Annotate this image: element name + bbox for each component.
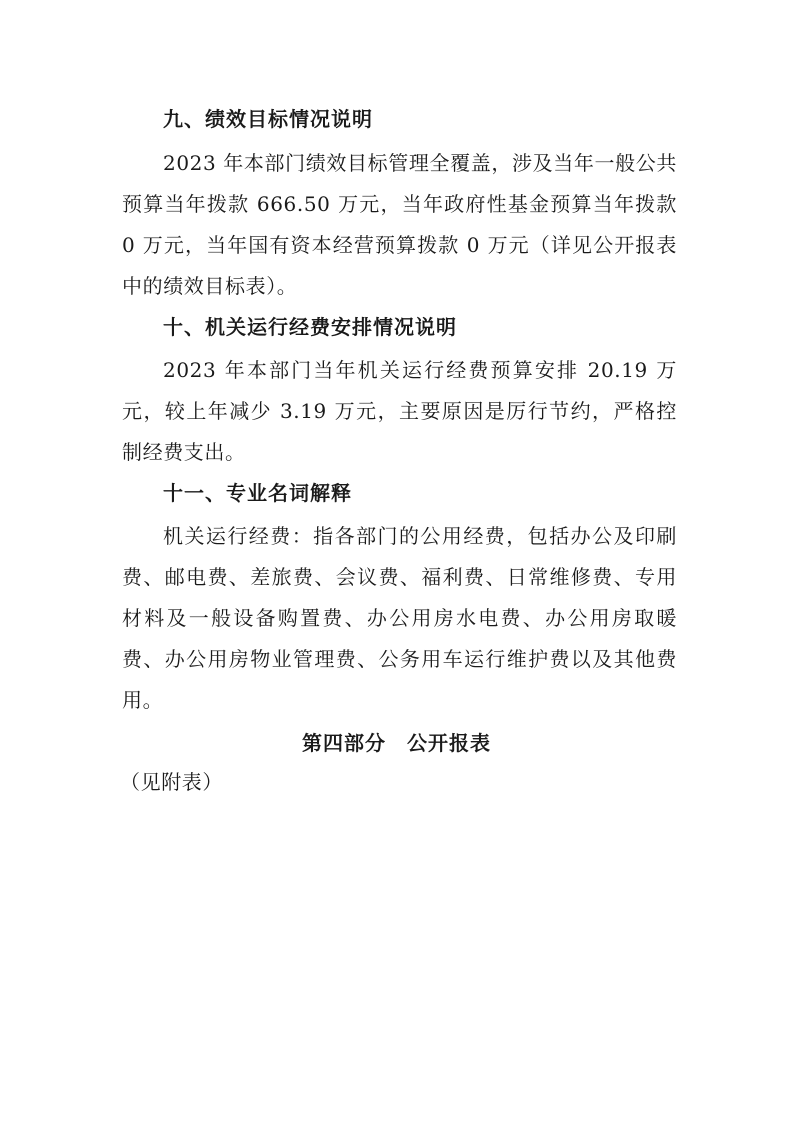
attachment-note: （见附表） (120, 770, 223, 794)
part-four-title: 第四部分 公开报表 (302, 731, 491, 755)
section-11-heading: 十一、专业名词解释 (163, 481, 352, 505)
section-9-heading: 九、绩效目标情况说明 (163, 107, 373, 131)
section-10-heading: 十、机关运行经费安排情况说明 (163, 315, 457, 339)
section-10-paragraph: 2023 年本部门当年机关运行经费预算安排 20.19 万元，较上年减少 3.19 万元，主要原因是厉行节约，严格控制经费支出。 (122, 358, 677, 464)
section-9-paragraph: 2023 年本部门绩效目标管理全覆盖，涉及当年一般公共预算当年拨款 666.50 万元，当年政府性基金预算当年拨款 0 万元，当年国有资本经营预算拨款 0 万元（详见公开报表中的绩效目标表）。 (122, 151, 677, 298)
section-11-paragraph: 机关运行经费：指各部门的公用经费，包括办公及印刷费、邮电费、差旅费、会议费、福利费、日常维修费、专用材料及一般设备购置费、办公用房水电费、办公用房取暖费、办公用房物业管理费、公务用车运行维护费以及其他费用。 (122, 524, 677, 712)
